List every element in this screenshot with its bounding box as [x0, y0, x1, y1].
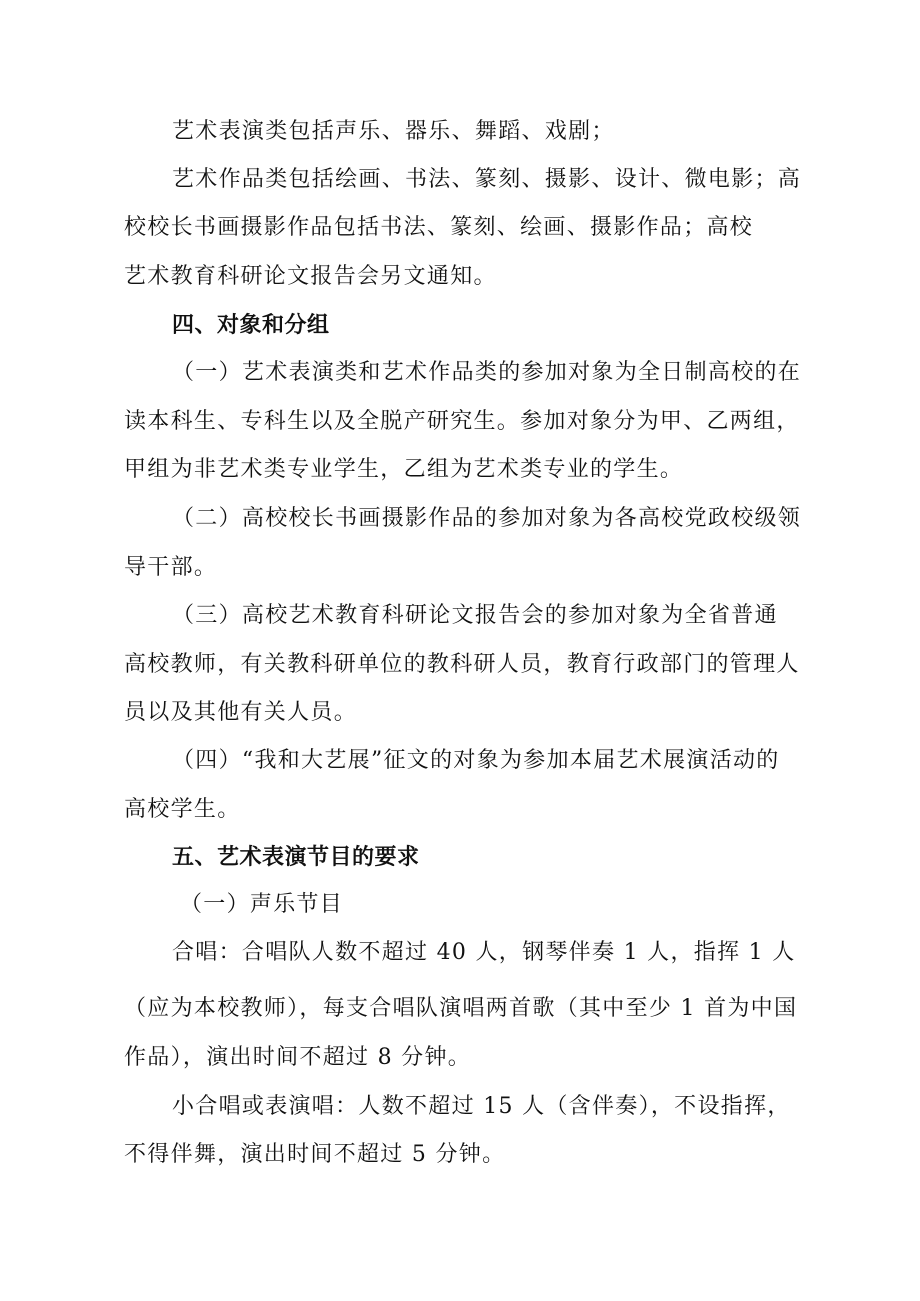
- small-chorus-line-2: 不得伴舞，演出时间不超过 5 分钟。: [124, 1142, 506, 1167]
- intro-line-2: 艺术作品类包括绘画、书法、篆刻、摄影、设计、微电影；高: [172, 167, 802, 192]
- section-4-item-1-line-2: 读本科生、专科生以及全脱产研究生。参加对象分为甲、乙两组，: [124, 409, 800, 434]
- chorus-line-1: 合唱：合唱队人数不超过 40 人，钢琴伴奏 1 人，指挥 1 人: [172, 940, 796, 965]
- section-4-item-3-line-2: 高校教师，有关教科研单位的教科研人员，教育行政部门的管理人: [124, 652, 800, 677]
- small-chorus-line-1: 小合唱或表演唱：人数不超过 15 人（含伴奏），不设指挥，: [172, 1094, 791, 1119]
- section-4-item-1-line-1: （一）艺术表演类和艺术作品类的参加对象为全日制高校的在: [172, 360, 802, 385]
- section-5-heading: 五、艺术表演节目的要求: [172, 845, 420, 870]
- section-4-item-3-line-1: （三）高校艺术教育科研论文报告会的参加对象为全省普通: [172, 603, 778, 628]
- chorus-line-2: （应为本校教师），每支合唱队演唱两首歌（其中至少 1 首为中国: [124, 996, 798, 1021]
- section-4-item-4-line-2: 高校学生。: [124, 797, 241, 822]
- intro-line-4: 艺术教育科研论文报告会另文通知。: [124, 264, 497, 289]
- section-4-heading: 四、对象和分组: [172, 313, 330, 338]
- section-4-item-4-line-1: （四）“我和大艺展”征文的对象为参加本届艺术展演活动的: [172, 748, 780, 773]
- section-5-sub-1: （一）声乐节目: [180, 892, 344, 917]
- chorus-line-3: 作品），演出时间不超过 8 分钟。: [124, 1045, 472, 1070]
- intro-line-1: 艺术表演类包括声乐、器乐、舞蹈、戏剧；: [172, 119, 615, 144]
- intro-line-3: 校校长书画摄影作品包括书法、篆刻、绘画、摄影作品；高校: [124, 215, 754, 240]
- section-4-item-3-line-3: 员以及其他有关人员。: [124, 700, 358, 725]
- section-4-item-2-line-1: （二）高校校长书画摄影作品的参加对象为各高校党政校级领: [172, 506, 802, 531]
- section-4-item-2-line-2: 导干部。: [124, 555, 218, 580]
- section-4-item-1-line-3: 甲组为非艺术类专业学生，乙组为艺术类专业的学生。: [124, 457, 684, 482]
